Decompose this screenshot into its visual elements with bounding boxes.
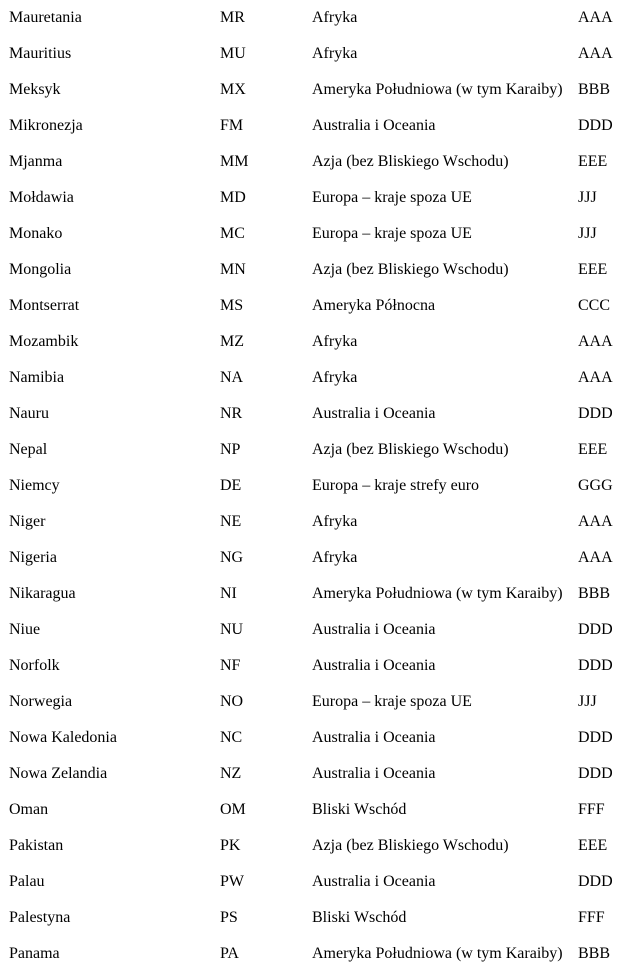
region-cell: Australia i Oceania [312, 765, 436, 782]
group-code-cell: BBB [578, 585, 611, 602]
region-cell: Australia i Oceania [312, 405, 436, 422]
country-code-cell: NZ [220, 765, 242, 782]
country-name-cell: Mjanma [9, 153, 63, 170]
group-code-cell: JJJ [578, 693, 597, 710]
country-name-cell: Monako [9, 225, 63, 242]
region-cell: Azja (bez Bliskiego Wschodu) [312, 261, 509, 278]
table-row [0, 180, 639, 216]
country-code-cell: MU [220, 45, 246, 62]
table-row [0, 396, 639, 432]
country-code-cell: PK [220, 837, 241, 854]
country-code-cell: NI [220, 585, 237, 602]
country-code-cell: MX [220, 81, 246, 98]
group-code-cell: AAA [578, 513, 613, 530]
country-code-cell: MM [220, 153, 249, 170]
country-code-cell: NC [220, 729, 243, 746]
table-row [0, 756, 639, 792]
region-cell: Azja (bez Bliskiego Wschodu) [312, 153, 509, 170]
country-code-cell: MZ [220, 333, 244, 350]
group-code-cell: EEE [578, 441, 608, 458]
table-row [0, 792, 639, 828]
country-name-cell: Mołdawia [9, 189, 74, 206]
group-code-cell: FFF [578, 909, 605, 926]
table-row [0, 216, 639, 252]
country-name-cell: Mongolia [9, 261, 72, 278]
region-cell: Ameryka Południowa (w tym Karaiby) [312, 945, 563, 962]
country-code-cell: NO [220, 693, 244, 710]
region-cell: Afryka [312, 513, 358, 530]
country-code-cell: NE [220, 513, 242, 530]
group-code-cell: DDD [578, 729, 613, 746]
region-cell: Australia i Oceania [312, 729, 436, 746]
group-code-cell: CCC [578, 297, 611, 314]
region-cell: Afryka [312, 333, 358, 350]
table-row [0, 36, 639, 72]
country-name-cell: Nigeria [9, 549, 57, 566]
country-code-cell: MR [220, 9, 245, 26]
country-name-cell: Mauritius [9, 45, 72, 62]
group-code-cell: AAA [578, 333, 613, 350]
group-code-cell: EEE [578, 153, 608, 170]
table-row [0, 864, 639, 900]
region-cell: Bliski Wschód [312, 801, 407, 818]
table-row [0, 468, 639, 504]
country-code-cell: NP [220, 441, 241, 458]
table-row [0, 540, 639, 576]
table-row [0, 72, 639, 108]
country-name-cell: Mozambik [9, 333, 79, 350]
group-code-cell: DDD [578, 621, 613, 638]
table-row [0, 936, 639, 972]
country-name-cell: Montserrat [9, 297, 80, 314]
table-row [0, 360, 639, 396]
country-name-cell: Nauru [9, 405, 49, 422]
group-code-cell: JJJ [578, 225, 597, 242]
group-code-cell: FFF [578, 801, 605, 818]
country-name-cell: Niemcy [9, 477, 60, 494]
country-name-cell: Mikronezja [9, 117, 83, 134]
country-code-cell: MN [220, 261, 246, 278]
region-cell: Afryka [312, 45, 358, 62]
country-name-cell: Niger [9, 513, 46, 530]
region-cell: Ameryka Południowa (w tym Karaiby) [312, 585, 563, 602]
group-code-cell: DDD [578, 117, 613, 134]
table-row [0, 0, 639, 36]
group-code-cell: EEE [578, 837, 608, 854]
table-row [0, 108, 639, 144]
table-row [0, 252, 639, 288]
group-code-cell: DDD [578, 873, 613, 890]
group-code-cell: DDD [578, 405, 613, 422]
group-code-cell: AAA [578, 45, 613, 62]
table-row [0, 432, 639, 468]
country-code-cell: PW [220, 873, 244, 890]
region-cell: Australia i Oceania [312, 657, 436, 674]
region-cell: Europa – kraje spoza UE [312, 225, 472, 242]
group-code-cell: AAA [578, 549, 613, 566]
region-cell: Ameryka Północna [312, 297, 436, 314]
country-code-cell: OM [220, 801, 246, 818]
table-row [0, 288, 639, 324]
group-code-cell: AAA [578, 369, 613, 386]
country-name-cell: Panama [9, 945, 60, 962]
country-code-cell: NU [220, 621, 244, 638]
table-row [0, 612, 639, 648]
table-row [0, 144, 639, 180]
country-code-cell: FM [220, 117, 244, 134]
group-code-cell: DDD [578, 765, 613, 782]
country-name-cell: Nowa Zelandia [9, 765, 108, 782]
region-cell: Afryka [312, 369, 358, 386]
country-code-cell: MC [220, 225, 245, 242]
country-code-cell: PA [220, 945, 239, 962]
region-cell: Azja (bez Bliskiego Wschodu) [312, 837, 509, 854]
region-cell: Australia i Oceania [312, 873, 436, 890]
region-cell: Australia i Oceania [312, 621, 436, 638]
country-code-cell: NR [220, 405, 243, 422]
country-name-cell: Palau [9, 873, 45, 890]
country-name-cell: Norwegia [9, 693, 73, 710]
table-row [0, 828, 639, 864]
region-cell: Afryka [312, 9, 358, 26]
region-cell: Europa – kraje strefy euro [312, 477, 480, 494]
table-row [0, 900, 639, 936]
country-name-cell: Oman [9, 801, 49, 818]
group-code-cell: JJJ [578, 189, 597, 206]
group-code-cell: DDD [578, 657, 613, 674]
country-code-cell: NG [220, 549, 244, 566]
group-code-cell: BBB [578, 81, 611, 98]
table-row [0, 684, 639, 720]
region-cell: Europa – kraje spoza UE [312, 189, 472, 206]
country-code-cell: PS [220, 909, 238, 926]
country-name-cell: Norfolk [9, 657, 60, 674]
country-name-cell: Nikaragua [9, 585, 76, 602]
country-name-cell: Mauretania [9, 9, 82, 26]
region-cell: Afryka [312, 549, 358, 566]
table-row [0, 324, 639, 360]
country-name-cell: Namibia [9, 369, 65, 386]
table-row [0, 648, 639, 684]
region-cell: Azja (bez Bliskiego Wschodu) [312, 441, 509, 458]
country-name-cell: Nepal [9, 441, 48, 458]
region-cell: Bliski Wschód [312, 909, 407, 926]
region-cell: Australia i Oceania [312, 117, 436, 134]
country-code-cell: NA [220, 369, 244, 386]
country-name-cell: Nowa Kaledonia [9, 729, 117, 746]
country-code-cell: DE [220, 477, 242, 494]
group-code-cell: GGG [578, 477, 613, 494]
group-code-cell: EEE [578, 261, 608, 278]
table-row [0, 576, 639, 612]
country-code-cell: MD [220, 189, 246, 206]
region-cell: Ameryka Południowa (w tym Karaiby) [312, 81, 563, 98]
table-row [0, 504, 639, 540]
country-code-cell: NF [220, 657, 241, 674]
country-name-cell: Palestyna [9, 909, 71, 926]
region-cell: Europa – kraje spoza UE [312, 693, 472, 710]
country-name-cell: Pakistan [9, 837, 64, 854]
country-code-cell: MS [220, 297, 244, 314]
group-code-cell: BBB [578, 945, 611, 962]
country-name-cell: Niue [9, 621, 41, 638]
country-name-cell: Meksyk [9, 81, 61, 98]
group-code-cell: AAA [578, 9, 613, 26]
table-row [0, 720, 639, 756]
